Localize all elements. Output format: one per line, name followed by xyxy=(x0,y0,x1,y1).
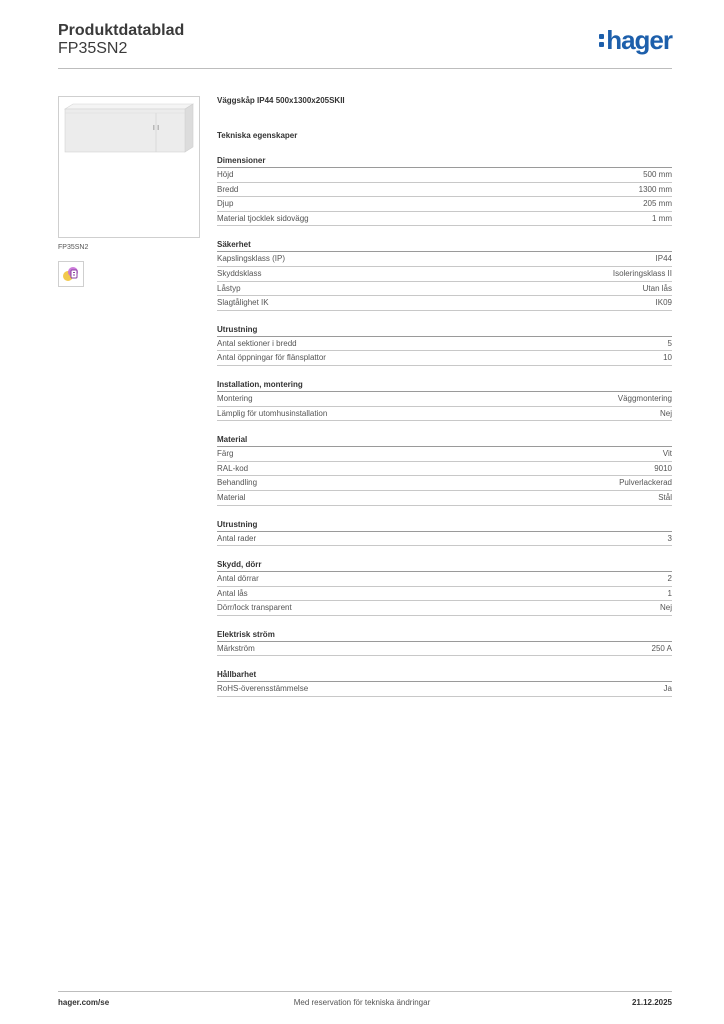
property-label: Lämplig för utomhusinstallation xyxy=(217,408,328,418)
group-title: Utrustning xyxy=(217,519,672,532)
property-row xyxy=(217,282,672,297)
group-title: Skydd, dörr xyxy=(217,559,672,572)
product-description: Väggskåp IP44 500x1300x205SKII xyxy=(217,96,345,105)
property-row xyxy=(217,476,672,491)
property-label: Antal lås xyxy=(217,588,248,598)
property-value: 3 xyxy=(667,533,672,543)
property-row xyxy=(217,491,672,506)
property-value: 500 mm xyxy=(643,170,672,179)
property-row xyxy=(217,267,672,282)
property-label: Dörr/lock transparent xyxy=(217,603,292,613)
property-row xyxy=(217,587,672,602)
property-value: 1300 mm xyxy=(638,184,672,194)
property-label: Märkström xyxy=(217,643,255,653)
group-title: Säkerhet xyxy=(217,239,672,252)
document-title: Produktdatablad xyxy=(58,22,185,39)
property-row xyxy=(217,572,672,587)
property-group xyxy=(217,559,672,616)
group-title: Material xyxy=(217,434,672,447)
property-value: 1 xyxy=(667,588,672,598)
property-value: Utan lås xyxy=(642,283,672,293)
property-group xyxy=(217,434,672,505)
property-label: Höjd xyxy=(217,170,234,179)
technical-content xyxy=(217,95,672,697)
property-groups xyxy=(217,155,672,697)
property-row xyxy=(217,197,672,212)
header-divider xyxy=(58,68,672,69)
property-label: Antal öppningar för flänsplattor xyxy=(217,353,326,363)
property-value: 10 xyxy=(663,353,672,363)
property-label: Bredd xyxy=(217,184,239,194)
property-row xyxy=(217,296,672,311)
logo-text: hager xyxy=(606,25,672,55)
property-row xyxy=(217,351,672,366)
property-label: Antal rader xyxy=(217,533,257,543)
property-value: 9010 xyxy=(654,463,672,473)
property-value: Stål xyxy=(658,492,672,502)
property-row xyxy=(217,682,672,697)
property-value: Vit xyxy=(662,449,672,459)
property-label: RAL-kod xyxy=(217,463,249,473)
eco-label-icon xyxy=(58,261,84,287)
footer-website[interactable]: hager.com/se xyxy=(58,998,110,1007)
property-group xyxy=(217,155,672,226)
property-value: Nej xyxy=(659,408,672,418)
property-value: Nej xyxy=(659,603,672,613)
group-title: Dimensioner xyxy=(217,155,672,168)
property-value: 2 xyxy=(667,574,672,584)
property-group xyxy=(217,379,672,421)
page-header xyxy=(58,22,672,70)
property-row xyxy=(217,642,672,657)
property-group xyxy=(217,324,672,366)
property-row xyxy=(217,392,672,407)
property-value: 205 mm xyxy=(643,199,672,209)
property-value: Ja xyxy=(663,684,672,694)
footer-date: 21.12.2025 xyxy=(631,998,672,1007)
property-label: Antal dörrar xyxy=(217,574,259,584)
group-title: Installation, montering xyxy=(217,379,672,392)
property-label: Kapslingsklass (IP) xyxy=(217,254,286,264)
property-label: Djup xyxy=(217,199,234,209)
property-group xyxy=(217,519,672,547)
product-image xyxy=(58,96,200,238)
group-title: Elektrisk ström xyxy=(217,629,672,642)
property-value: 5 xyxy=(667,338,672,348)
property-row xyxy=(217,168,672,183)
properties-title: Tekniska egenskaper xyxy=(217,131,298,140)
property-label: RoHS-överensstämmelse xyxy=(217,684,309,694)
hager-logo xyxy=(599,26,672,54)
property-row xyxy=(217,447,672,462)
wall-cabinet-icon xyxy=(63,103,195,153)
property-value: Väggmontering xyxy=(617,393,672,403)
property-label: Behandling xyxy=(217,478,258,488)
property-group xyxy=(217,669,672,697)
property-label: Material tjocklek sidovägg xyxy=(217,213,309,223)
property-label: Färg xyxy=(217,449,234,459)
footer-divider xyxy=(58,991,672,992)
property-value: Pulverlackerad xyxy=(619,478,672,488)
property-label: Skyddsklass xyxy=(217,268,262,278)
property-group xyxy=(217,239,672,310)
property-row xyxy=(217,183,672,198)
property-value: IP44 xyxy=(655,254,672,264)
image-caption: FP35SN2 xyxy=(58,244,89,251)
property-value: Isoleringsklass II xyxy=(612,268,672,278)
property-label: Slagtålighet IK xyxy=(217,298,269,308)
property-row xyxy=(217,462,672,477)
property-row xyxy=(217,212,672,227)
product-code: FP35SN2 xyxy=(58,40,128,57)
property-group xyxy=(217,629,672,657)
property-value: IK09 xyxy=(655,298,672,308)
property-value: 1 mm xyxy=(652,213,672,223)
property-label: Material xyxy=(217,492,246,502)
property-row xyxy=(217,252,672,267)
property-row xyxy=(217,407,672,422)
property-row xyxy=(217,532,672,547)
group-title: Hållbarhet xyxy=(217,669,672,682)
property-label: Låstyp xyxy=(217,283,241,293)
property-row xyxy=(217,337,672,352)
property-row xyxy=(217,601,672,616)
footer-disclaimer: Med reservation för tekniska ändringar xyxy=(293,998,431,1007)
property-label: Montering xyxy=(217,393,253,403)
property-value: 250 A xyxy=(651,643,672,653)
logo-dots-icon xyxy=(599,32,604,48)
group-title: Utrustning xyxy=(217,324,672,337)
property-label: Antal sektioner i bredd xyxy=(217,338,297,348)
